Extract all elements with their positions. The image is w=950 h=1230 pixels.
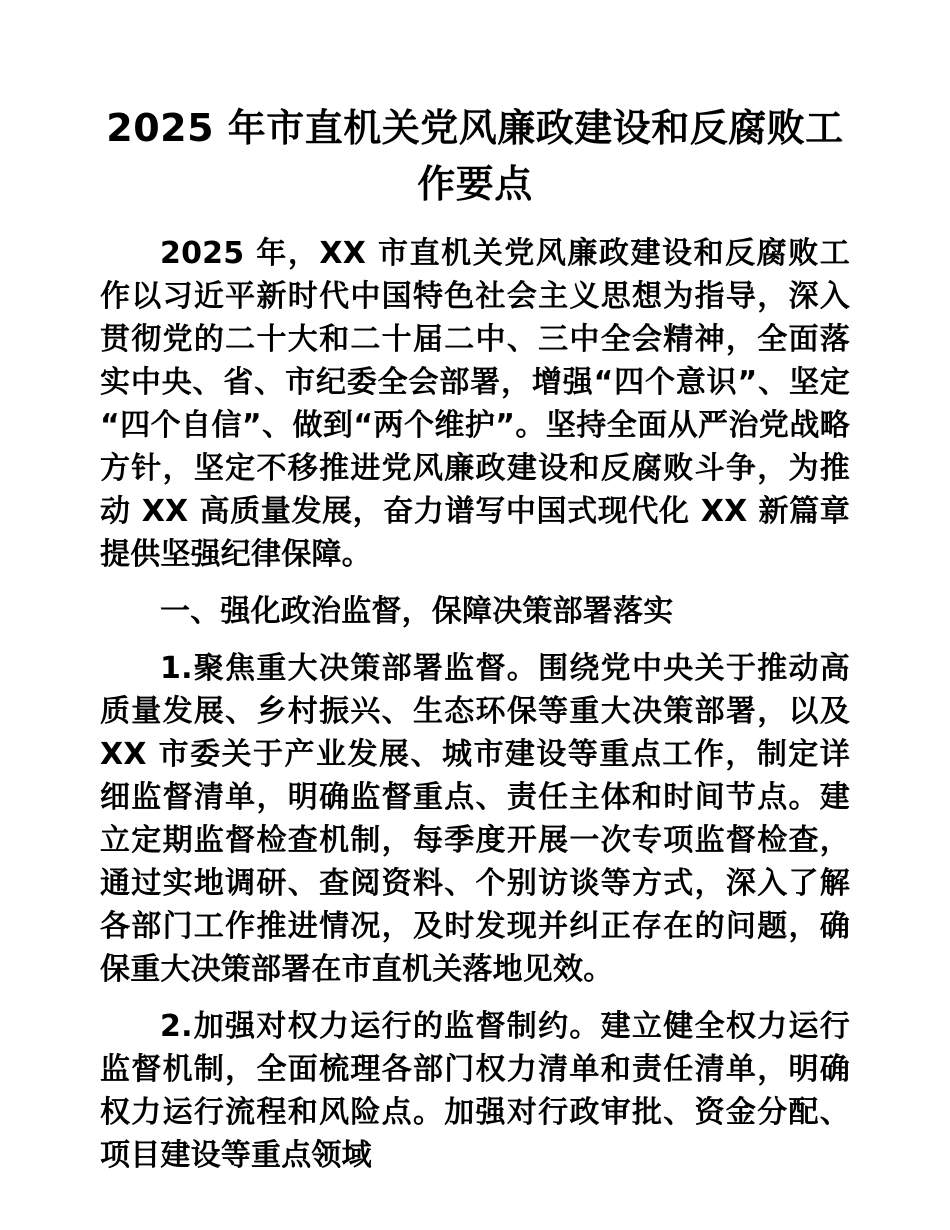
section-heading-1: 一、强化政治监督，保障决策部署落实: [160, 594, 674, 629]
paragraph-spacer-3: [100, 991, 850, 1005]
paragraph-spacer-2: [100, 633, 850, 647]
paragraph-spacer-1: [100, 576, 850, 590]
section-item-2: 2.加强对权力运行的监督制约。建立健全权力运行监督机制，全面梳理各部门权力清单和责任清单，明确权力运行流程和风险点。加强对行政审批、资金分配、项目建设等重点领域: [100, 1009, 850, 1173]
title-body-spacer: [100, 212, 850, 232]
page-title: 2025 年市直机关党风廉政建设和反腐败工作要点: [106, 106, 844, 206]
section-item-1: 1.聚焦重大决策部署监督。围绕党中央关于推动高质量发展、乡村振兴、生态环保等重大决策部署，以及 XX 市委关于产业发展、城市建设等重点工作，制定详细监督清单，明确监督重点、责任主体和时间节点。建立定期监督检查机制，每季度开展一次专项监督检查，通过实地调研、查阅资料、个别访谈等方式，深入了解各部门工作推进情况，及时发现并纠正存在的问题，确保重大决策部署在市直机关落地见效。: [100, 651, 850, 987]
intro-paragraph: 2025 年，XX 市直机关党风廉政建设和反腐败工作以习近平新时代中国特色社会主义思想为指导，深入贯彻党的二十大和二十届二中、三中全会精神，全面落实中央、省、市纪委全会部署，增强“四个意识”、坚定“四个自信”、做到“两个维护”。坚持全面从严治党战略方针，坚定不移推进党风廉政建设和反腐败斗争，为推动 XX 高质量发展，奋力谱写中国式现代化 XX 新篇章提供坚强纪律保障。: [100, 236, 850, 572]
document-content: [100, 0, 850, 1177]
